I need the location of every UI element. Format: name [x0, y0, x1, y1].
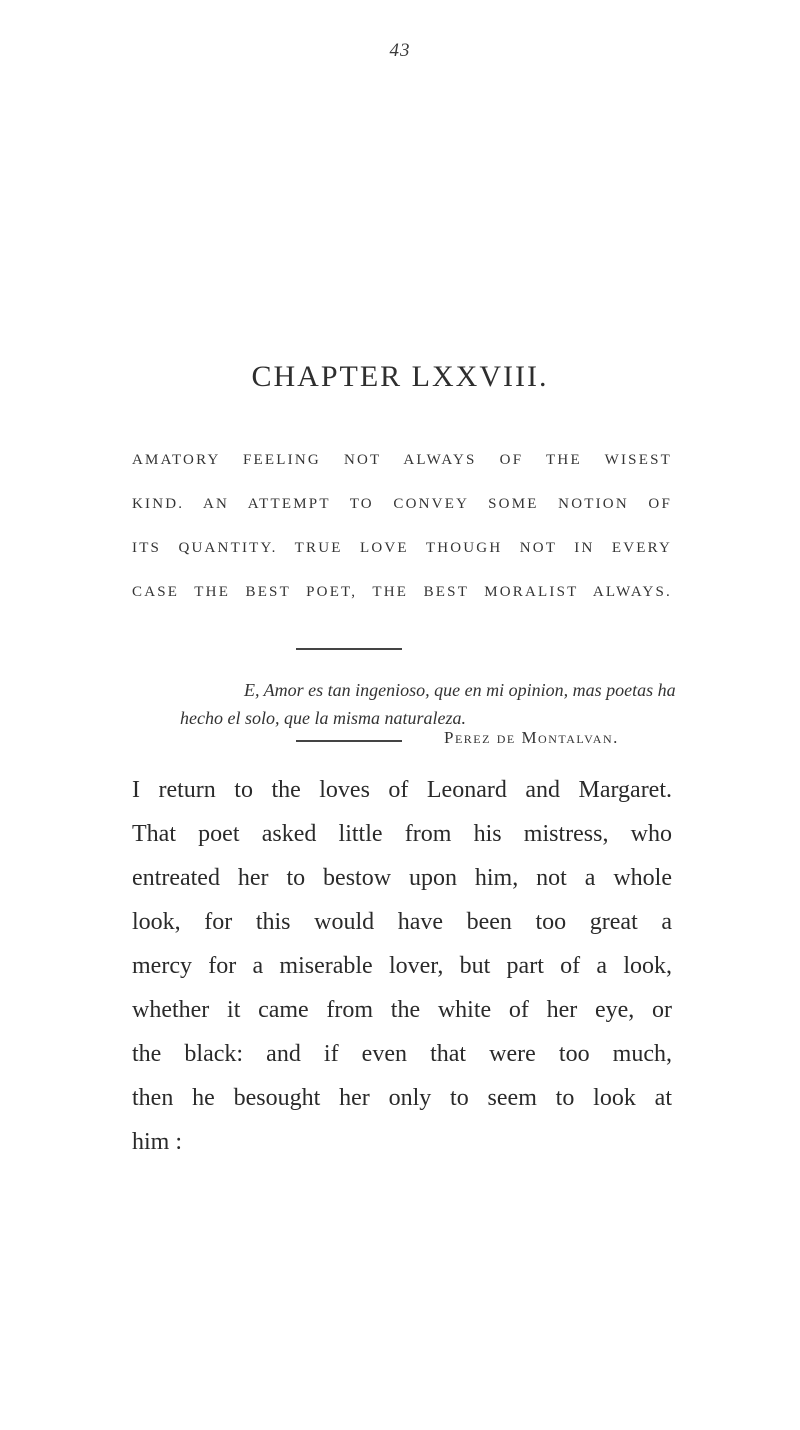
body-line: him :	[132, 1129, 183, 1155]
body-line: That poet asked little from his mistress, who	[132, 821, 672, 847]
epigraph-line: E, Amor es tan ingenioso, que en mi opinion, mas poetas ha	[244, 680, 676, 700]
chapter-title: CHAPTER LXXVIII.	[251, 360, 549, 393]
divider-rule	[296, 648, 402, 650]
body-line: whether it came from the white of her eye, or	[132, 997, 672, 1023]
body-line: then he besought her only to seem to look at	[132, 1085, 672, 1111]
summary-line: AMATORY FEELING NOT ALWAYS OF THE WISEST	[132, 452, 672, 468]
epigraph-line: hecho el solo, que la misma naturaleza.	[180, 708, 466, 728]
body-line: look, for this would have been too great a	[132, 909, 672, 935]
summary-line: KIND. AN ATTEMPT TO CONVEY SOME NOTION OF	[132, 496, 672, 512]
body-paragraph	[132, 768, 672, 1164]
summary-line: CASE THE BEST POET, THE BEST MORALIST ALWAYS.	[132, 584, 672, 600]
epigraph-attribution: Perez de Montalvan.	[444, 728, 619, 747]
body-line: the black: and if even that were too much,	[132, 1041, 672, 1067]
epigraph	[180, 676, 700, 732]
summary-line: ITS QUANTITY. TRUE LOVE THOUGH NOT IN EVERY	[132, 540, 672, 556]
body-line: mercy for a miserable lover, but part of a look,	[132, 953, 672, 979]
body-line: entreated her to bestow upon him, not a whole	[132, 865, 672, 891]
body-line: I return to the loves of Leonard and Margaret.	[132, 777, 672, 803]
divider-rule	[296, 740, 402, 742]
chapter-summary	[132, 438, 672, 614]
page-number: 43	[389, 40, 411, 61]
